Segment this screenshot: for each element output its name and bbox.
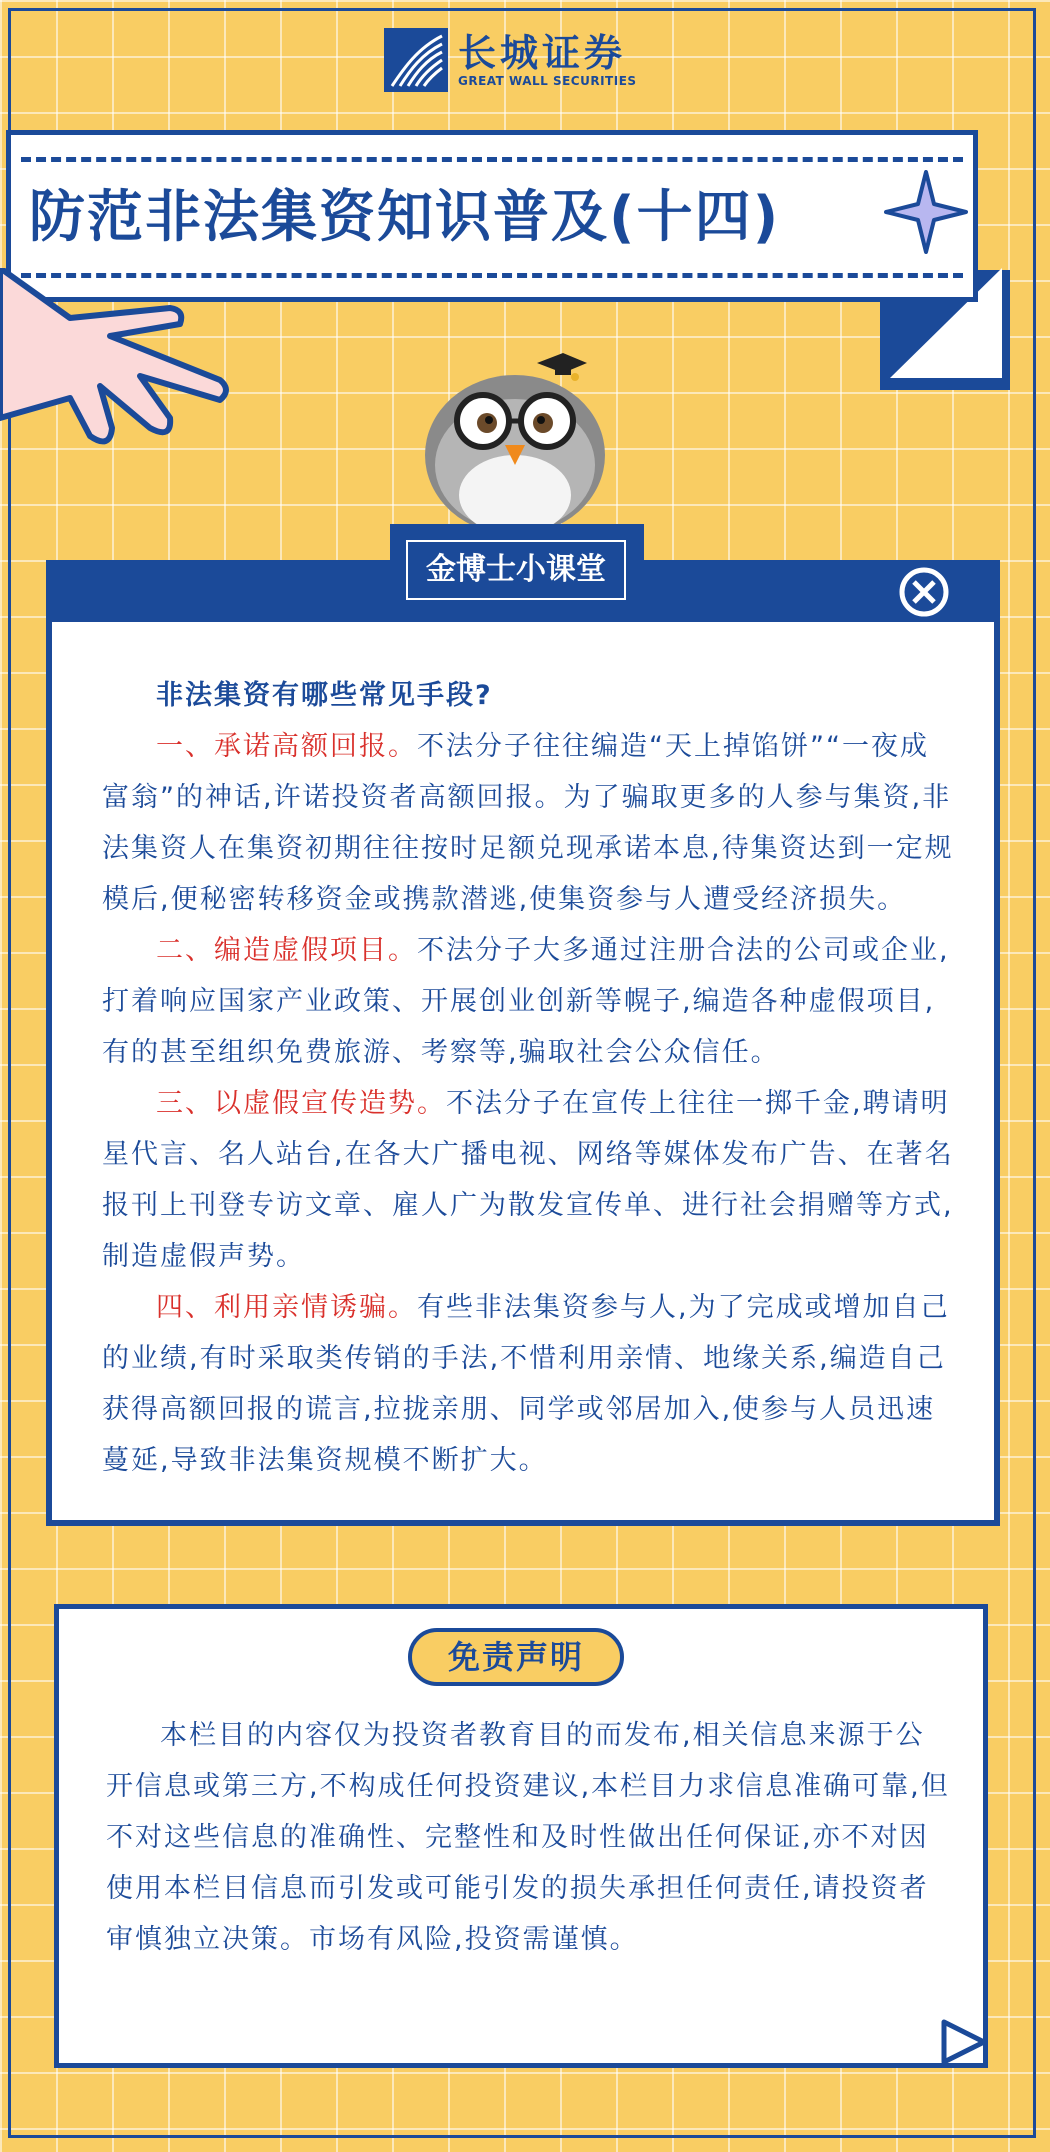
- logo: [384, 28, 637, 92]
- lesson-tab-label: 金博士小课堂: [406, 540, 626, 600]
- great-wall-logo-icon: [384, 28, 448, 92]
- pointing-hand-icon: [0, 268, 240, 488]
- item-heading: 二、编造虚假项目。: [156, 935, 417, 966]
- sparkle-star-icon: [884, 170, 968, 254]
- lesson-question: 非法集资有哪些常见手段?: [156, 680, 493, 711]
- item-body: 不法分子往往编造“天上掉馅饼”“一夜成富翁”的神话,许诺投资者高额回报。为了骗取更多的人参与集资,非法集资人在集资初期往往按时足额兑现承诺本息,待集资达到一定规模后,便秘密转移资金或携款潜逃,使集资参与人遭受经济损失。: [102, 731, 954, 915]
- lesson-item: [102, 1078, 954, 1282]
- owl-mascot-icon: [415, 345, 615, 535]
- logo-en-text: GREAT WALL SECURITIES: [458, 74, 637, 88]
- close-icon[interactable]: [898, 566, 950, 618]
- disclaimer-paragraph: 本栏目的内容仅为投资者教育目的而发布,相关信息来源于公开信息或第三方,不构成任何投资建议,本栏目力求信息准确可靠,但不对这些信息的准确性、完整性和及时性做出任何保证,亦不对因使用本栏目信息而引发或可能引发的损失承担任何责任,请投资者审慎独立决策。市场有风险,投资需谨慎。: [106, 1720, 950, 1955]
- lesson-item: [102, 1282, 954, 1486]
- title-dash-top: [21, 157, 963, 162]
- disclaimer-text: [106, 1710, 952, 1965]
- page-corner-icon: [940, 2018, 988, 2066]
- lesson-item: [102, 925, 954, 1078]
- page-title: 防范非法集资知识普及(十四): [29, 185, 781, 250]
- item-heading: 三、以虚假宣传造势。: [156, 1088, 446, 1119]
- logo-cn-text: 长城证券: [458, 30, 627, 75]
- item-heading: 四、利用亲情诱骗。: [156, 1292, 417, 1323]
- lesson-content: [102, 670, 954, 1486]
- item-heading: 一、承诺高额回报。: [156, 731, 417, 762]
- item-body: 不法分子在宣传上往往一掷千金,聘请明星代言、名人站台,在各大广播电视、网络等媒体发布广告、在著名报刊上刊登专访文章、雇人广为散发宣传单、进行社会捐赠等方式,制造虚假声势。: [102, 1088, 954, 1272]
- item-body: 不法分子大多通过注册合法的公司或企业,打着响应国家产业政策、开展创业创新等幌子,编造各种虚假项目,有的甚至组织免费旅游、考察等,骗取社会公众信任。: [102, 935, 950, 1068]
- disclaimer-title: 免责声明: [408, 1628, 624, 1686]
- item-body: 有些非法集资参与人,为了完成或增加自己的业绩,有时采取类传销的手法,不惜利用亲情、地缘关系,编造自己获得高额回报的谎言,拉拢亲朋、同学或邻居加入,使参与人员迅速蔓延,导致非法集资规模不断扩大。: [102, 1292, 950, 1476]
- lesson-item: [102, 721, 954, 925]
